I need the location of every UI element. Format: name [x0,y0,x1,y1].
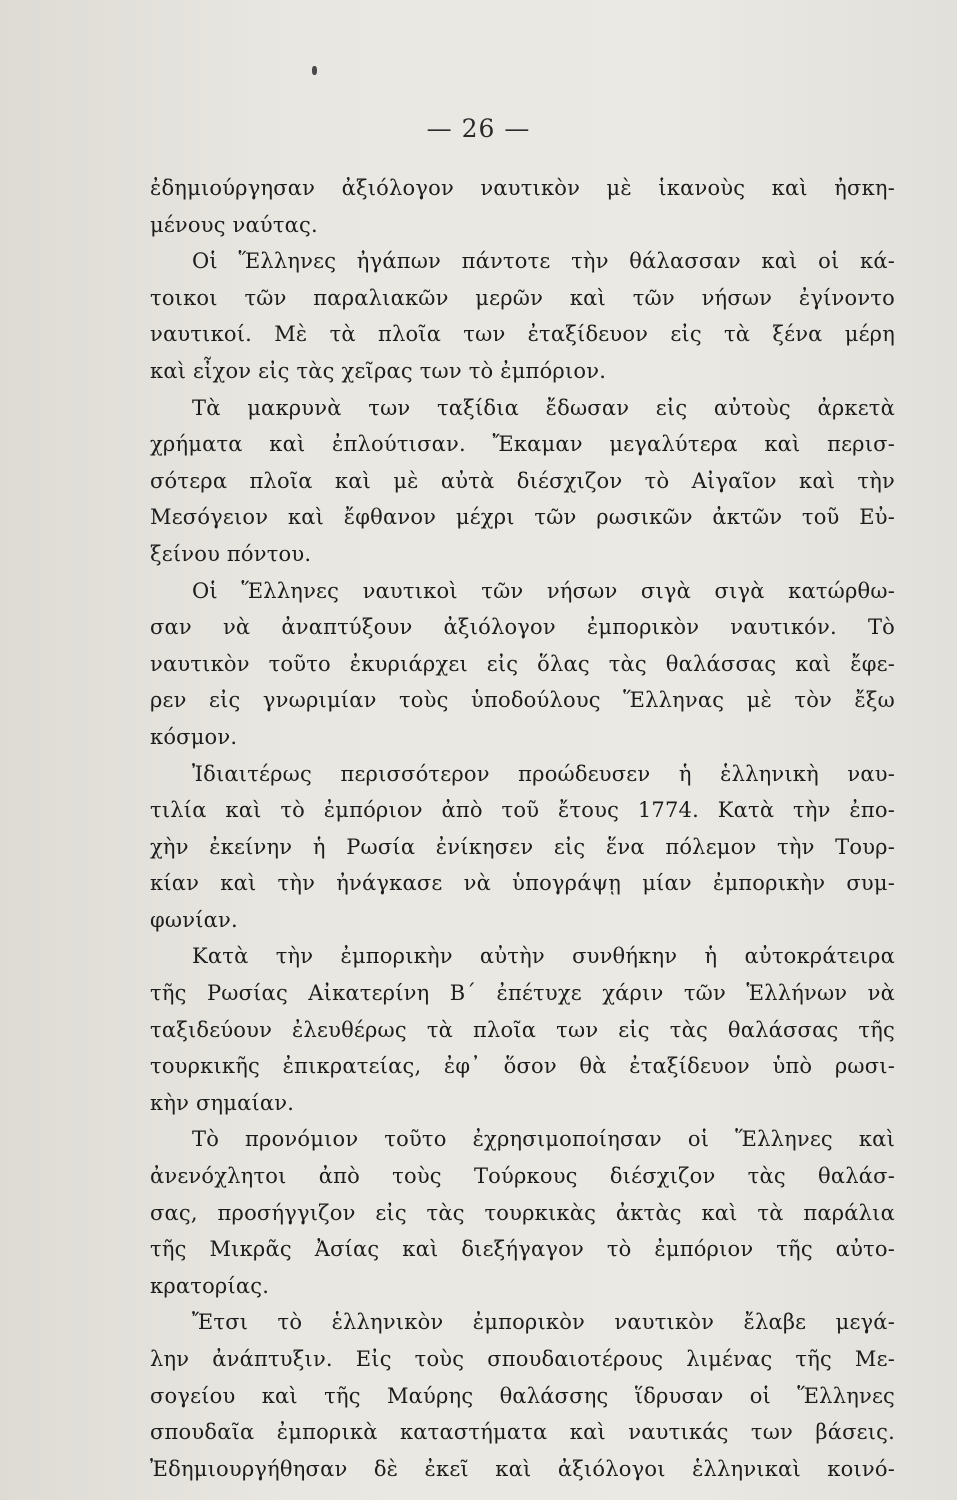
text-line: Τὸ προνόμιον τοῦτο ἐχρησιμοποίησαν οἱ Ἕλληνες καὶ [192,1127,895,1152]
text-line: σογείου καὶ τῆς Μαύρης θαλάσσης ἵδρυσαν οἱ Ἕλληνες [150,1383,895,1408]
text-line: κόσμον. [150,724,238,749]
text-line: χὴν ἐκείνην ἡ Ρωσία ἐνίκησεν εἰς ἕνα πόλεμον τὴν Τουρ- [150,834,895,859]
text-line: ναυτικὸν τοῦτο ἐκυριάρχει εἰς ὅλας τὰς θαλάσσας καὶ ἔφε- [150,651,895,676]
text-line: Ἐδημιουργήθησαν δὲ ἐκεῖ καὶ ἀξιόλογοι ἑλληνικαὶ κοινό- [150,1456,895,1481]
text-line: τοικοι τῶν παραλιακῶν μερῶν καὶ τῶν νήσων ἐγίνοντο [150,285,895,310]
text-line: ἀνενόχλητοι ἀπὸ τοὺς Τούρκους διέσχιζον τὰς θαλάσ- [150,1164,895,1189]
text-line: τῆς Μικρᾶς Ἀσίας καὶ διεξήγαγον τὸ ἐμπόριον τῆς αὐτο- [150,1237,895,1262]
text-line: κρατορίας. [150,1273,270,1298]
text-line: φωνίαν. [150,907,238,932]
text-line: Οἱ Ἕλληνες ναυτικοὶ τῶν νήσων σιγὰ σιγὰ κατώρθω- [192,578,895,603]
text-line: τιλία καὶ τὸ ἐμπόριον ἀπὸ τοῦ ἔτους 1774. Κατὰ τὴν ἐπο- [150,798,895,823]
text-line: κίαν καὶ τὴν ἠνάγκασε νὰ ὑπογράψῃ μίαν ἐμπορικὴν συμ- [150,871,895,896]
text-line: σότερα πλοῖα καὶ μὲ αὐτὰ διέσχιζον τὸ Αἰγαῖον καὶ τὴν [150,468,895,493]
text-line: Ἔτσι τὸ ἑλληνικὸν ἐμπορικὸν ναυτικὸν ἔλαβε μεγά- [192,1310,895,1335]
text-line: κὴν σημαίαν. [150,1090,295,1115]
text-line: σας, προσήγγιζον εἰς τὰς τουρκικὰς ἀκτὰς καὶ τὰ παράλια [150,1200,895,1225]
text-line: χρήματα καὶ ἐπλούτισαν. Ἔκαμαν μεγαλύτερα καὶ περισ- [150,432,895,457]
text-line: Ἰδιαιτέρως περισσότερον προώδευσεν ἡ ἑλληνικὴ ναυ- [192,761,895,786]
text-line: λην ἀνάπτυξιν. Εἰς τοὺς σπουδαιοτέρους λιμένας τῆς Με- [150,1347,895,1371]
text-line: σαν νὰ ἀναπτύξουν ἀξιόλογον ἐμπορικὸν ναυτικόν. Τὸ [150,615,895,640]
text-line: ἐδημιούργησαν ἀξιόλογον ναυτικὸν μὲ ἱκανοὺς καὶ ἠσκη- [150,176,895,200]
page-number: — 26 — [426,114,531,143]
text-line: Κατὰ τὴν ἐμπορικὴν αὐτὴν συνθήκην ἡ αὐτοκράτειρα [192,944,895,969]
text-line: Τὰ μακρυνὰ των ταξίδια ἔδωσαν εἰς αὐτοὺς ἀρκετὰ [192,395,895,420]
body-text [150,170,895,1487]
text-line: Οἱ Ἕλληνες ἠγάπων πάντοτε τὴν θάλασσαν καὶ οἱ κά- [192,249,895,274]
text-line: σπουδαῖα ἐμπορικὰ καταστήματα καὶ ναυτικάς των βάσεις. [150,1420,895,1445]
text-line: καὶ εἶχον εἰς τὰς χεῖρας των τὸ ἐμπόριον. [150,358,607,383]
text-line: ταξιδεύουν ἐλευθέρως τὰ πλοῖα των εἰς τὰς θαλάσσας τῆς [150,1017,895,1042]
ink-speck [312,66,317,75]
text-line: ξείνου πόντου. [150,541,312,566]
text-line: ναυτικοί. Μὲ τὰ πλοῖα των ἐταξίδευον εἰς τὰ ξένα μέρη [150,322,895,347]
text-line: τουρκικῆς ἐπικρατείας, ἐφ᾿ ὅσον θὰ ἐταξίδευον ὑπὸ ρωσι- [150,1054,895,1079]
text-line: Μεσόγειον καὶ ἔφθανον μέχρι τῶν ρωσικῶν ἀκτῶν τοῦ Εὐ- [150,505,895,530]
text-line: τῆς Ρωσίας Αἰκατερίνη Β΄ ἐπέτυχε χάριν τῶν Ἑλλήνων νὰ [150,981,895,1006]
text-line: μένους ναύτας. [150,212,318,237]
text-line: ρεν εἰς γνωριμίαν τοὺς ὑποδούλους Ἕλληνας μὲ τὸν ἔξω [150,688,895,713]
